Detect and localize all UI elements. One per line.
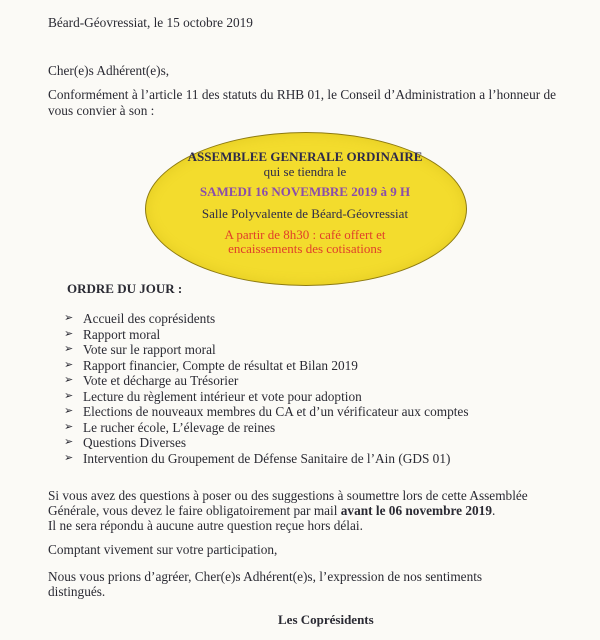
- agenda-title: ORDRE DU JOUR :: [67, 281, 183, 296]
- agenda-item-text: Rapport financier, Compte de résultat et Bilan 2019: [83, 357, 358, 373]
- questions-line2-end: .: [491, 503, 496, 518]
- agenda-item: [64, 358, 469, 374]
- agenda-item-text: Rapport moral: [83, 326, 161, 342]
- agenda-item: [64, 311, 469, 327]
- questions-line1: Si vous avez des questions à poser ou des suggestions à soumettre lors de cette Assemblée: [48, 488, 528, 503]
- arrow-bullet-icon: ➢: [64, 312, 74, 324]
- agenda-item-text: Elections de nouveaux membres du CA et d’un vérificateur aux comptes: [83, 404, 469, 419]
- agenda-item: [64, 342, 469, 358]
- agenda-item: [64, 404, 469, 420]
- agenda-item: [64, 389, 469, 405]
- agenda-item-text: Accueil des coprésidents: [83, 311, 216, 326]
- arrow-bullet-icon: ➢: [64, 405, 74, 417]
- arrow-bullet-icon: ➢: [64, 420, 74, 433]
- event-venue: Salle Polyvalente de Béard-Géovressiat: [201, 206, 409, 221]
- agenda-item-text: Lecture du règlement intérieur et vote pour adoption: [83, 388, 362, 404]
- arrow-bullet-icon: ➢: [64, 451, 74, 464]
- event-note-line2: encaissements des cotisations: [228, 241, 382, 256]
- arrow-bullet-icon: ➢: [64, 389, 74, 402]
- agenda-item-text: Vote et décharge au Trésorier: [83, 373, 239, 388]
- agenda-item: [64, 373, 469, 389]
- event-note-line1: A partir de 8h30 : café offert et: [224, 227, 386, 242]
- signature: Les Coprésidents: [278, 612, 374, 627]
- closing-comptant: Comptant vivement sur votre participation,: [48, 542, 278, 557]
- agenda-item-text: Questions Diverses: [83, 435, 187, 450]
- closing-prions-line2: distingués.: [48, 584, 106, 599]
- agenda-item: [64, 420, 469, 436]
- event-date: SAMEDI 16 NOVEMBRE 2019 à 9 H: [199, 184, 411, 199]
- date-line: Béard-Géovressiat, le 15 octobre 2019: [48, 15, 253, 30]
- agenda-item: [64, 451, 469, 467]
- questions-line2: [48, 503, 495, 519]
- intro-paragraph: Conformément à l’article 11 des statuts du RHB 01, le Conseil d’Administration a l’honneur de vous convier à son :: [48, 87, 557, 118]
- agenda-item-text: Le rucher école, L’élevage de reines: [83, 419, 276, 435]
- questions-line2-start: Générale, vous devez le faire obligatoirement par mail: [48, 503, 341, 518]
- event-subtitle: qui se tiendra le: [263, 164, 347, 179]
- arrow-bullet-icon: ➢: [64, 327, 74, 340]
- agenda-item: [64, 327, 469, 343]
- event-title: ASSEMBLEE GENERALE ORDINAIRE: [187, 149, 423, 164]
- closing-prions-line1: Nous vous prions d’agréer, Cher(e)s Adhérent(e)s, l’expression de nos sentiments: [48, 569, 483, 584]
- deadline-date: avant le 06 novembre 2019: [340, 503, 492, 518]
- agenda-item-text: Intervention du Groupement de Défense Sanitaire de l’Ain (GDS 01): [83, 450, 451, 466]
- arrow-bullet-icon: ➢: [64, 436, 74, 448]
- arrow-bullet-icon: ➢: [64, 374, 74, 386]
- agenda-item: [64, 435, 469, 451]
- greeting: Cher(e)s Adhérent(e)s,: [48, 63, 170, 78]
- agenda-list: [64, 311, 469, 466]
- arrow-bullet-icon: ➢: [64, 343, 74, 355]
- arrow-bullet-icon: ➢: [64, 358, 74, 371]
- questions-line3: Il ne sera répondu à aucune autre question reçue hors délai.: [48, 518, 363, 533]
- agenda-item-text: Vote sur le rapport moral: [83, 342, 216, 357]
